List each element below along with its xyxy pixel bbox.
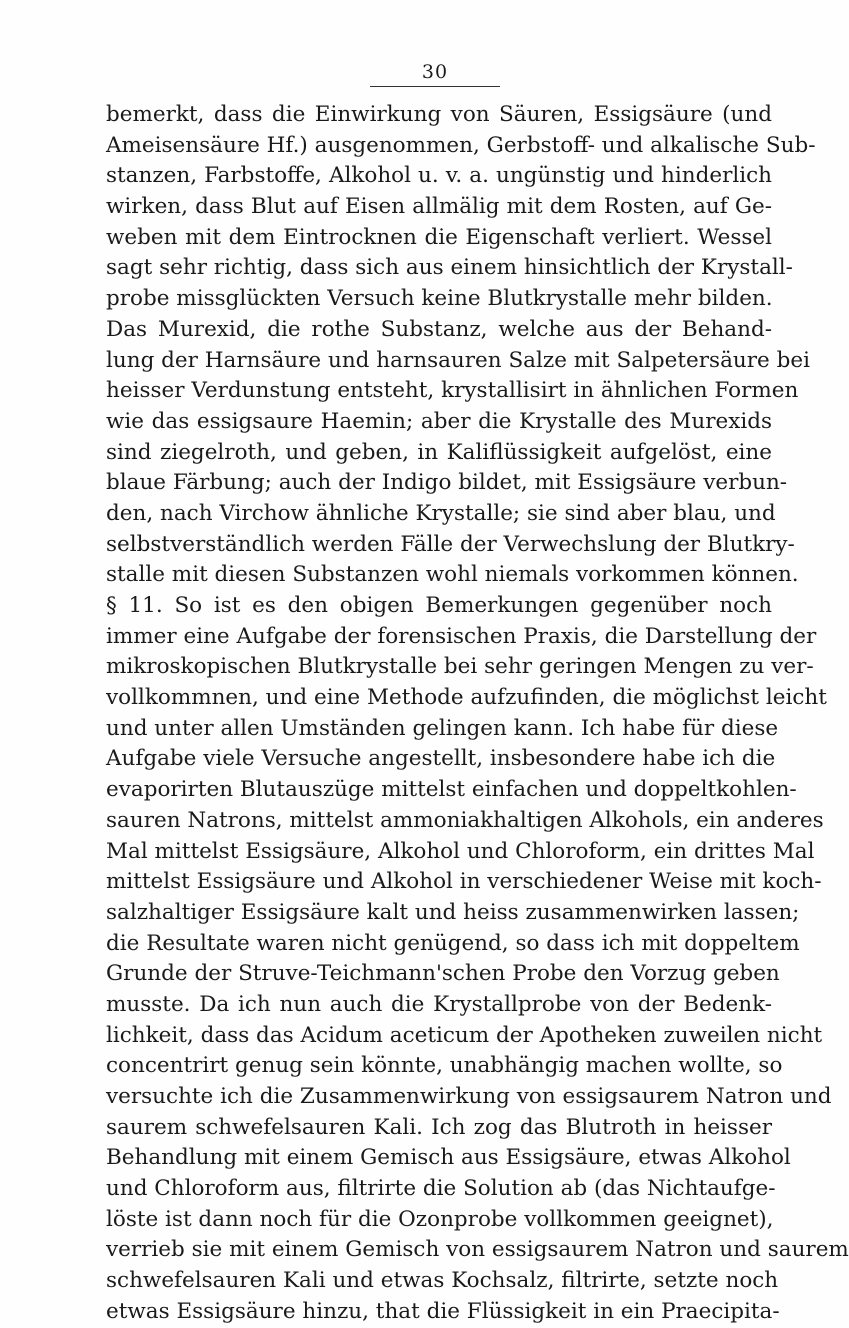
text-line: selbstverständlich werden Fälle der Verwechslung der Blutkry- (106, 531, 795, 557)
text-line: den, nach Virchow ähnliche Krystalle; sie sind aber blau, und (106, 500, 776, 526)
text-line: Grunde der Struve-Teichmann'schen Probe den Vorzug geben (106, 961, 780, 987)
text-line: vollkommnen, und eine Methode aufzufinden, die möglichst leicht (106, 685, 827, 711)
text-line: lung der Harnsäure und harnsauren Salze mit Salpetersäure bei (106, 347, 810, 373)
text-line: § 11. So ist es den obigen Bemerkungen gegenüber noch (106, 593, 772, 618)
text-line: immer eine Aufgabe der forensischen Praxis, die Darstellung der (106, 623, 817, 649)
text-line: heisser Verdunstung entsteht, krystallisirt in ähnlichen Formen (106, 378, 799, 404)
text-line: evaporirten Blutauszüge mittelst einfachen und doppeltkohlen- (106, 777, 797, 803)
text-line: mittelst Essigsäure und Alkohol in verschiedener Weise mit koch- (106, 869, 822, 895)
text-line: mikroskopischen Blutkrystalle bei sehr geringen Mengen zu ver- (106, 654, 814, 680)
text-line: wie das essigsaure Haemin; aber die Krystalle des Murexids (106, 408, 772, 434)
text-line: Mal mittelst Essigsäure, Alkohol und Chloroform, ein drittes Mal (106, 838, 815, 864)
text-line: sauren Natrons, mittelst ammoniakhaltigen Alkohols, ein anderes (106, 807, 824, 833)
text-line: stalle mit diesen Substanzen wohl niemals vorkommen können. (106, 562, 799, 588)
body-text (106, 100, 849, 1328)
text-line: Ameisensäure Hf.) ausgenommen, Gerbstoff- und alkalische Sub- (106, 132, 816, 158)
text-line: saurem schwefelsauren Kali. Ich zog das Blutroth in heisser (106, 1114, 772, 1140)
text-line: verrieb sie mit einem Gemisch von essigsaurem Natron und saurem (106, 1237, 849, 1263)
text-line: die Resultate waren nicht genügend, so dass ich mit doppeltem (106, 930, 800, 956)
text-line: bemerkt, dass die Einwirkung von Säuren, Essigsäure (und (106, 102, 772, 127)
text-line: sind ziegelroth, und geben, in Kaliflüssigkeit aufgelöst, eine (106, 439, 772, 465)
text-line: salzhaltiger Essigsäure kalt und heiss zusammenwirken lassen; (106, 899, 800, 925)
text-line: weben mit dem Eintrocknen die Eigenschaft verliert. Wessel (106, 224, 772, 250)
text-line: concentrirt genug sein könnte, unabhängig machen wollte, so (106, 1053, 783, 1079)
text-line: etwas Essigsäure hinzu, that die Flüssigkeit in ein Praecipita- (106, 1298, 780, 1324)
text-line: Aufgabe viele Versuche angestellt, insbesondere habe ich die (106, 746, 776, 772)
text-line: stanzen, Farbstoffe, Alkohol u. v. a. ungünstig und hinderlich (106, 163, 772, 189)
text-line: und unter allen Umständen gelingen kann. Ich habe für diese (106, 715, 779, 741)
page-number: 30 (421, 61, 449, 83)
text-line: Das Murexid, die rothe Substanz, welche aus der Behand- (106, 316, 772, 342)
text-line: versuchte ich die Zusammenwirkung von essigsaurem Natron und (106, 1084, 832, 1109)
text-line: schwefelsauren Kali und etwas Kochsalz, filtrirte, setzte noch (106, 1268, 779, 1294)
text-line: probe missglückten Versuch keine Blutkrystalle mehr bilden. (106, 286, 773, 312)
text-line: sagt sehr richtig, dass sich aus einem hinsichtlich der Krystall- (106, 255, 793, 281)
text-line: blaue Färbung; auch der Indigo bildet, mit Essigsäure verbun- (106, 470, 788, 496)
header-rule (370, 86, 500, 87)
text-line: und Chloroform aus, filtrirte die Solution ab (das Nichtaufge- (106, 1176, 776, 1202)
text-line: Behandlung mit einem Gemisch aus Essigsäure, etwas Alkohol (106, 1145, 791, 1171)
text-line: lichkeit, dass das Acidum aceticum der Apotheken zuweilen nicht (106, 1022, 823, 1048)
text-line: löste ist dann noch für die Ozonprobe vollkommen geeignet), (106, 1206, 774, 1232)
text-line: wirken, dass Blut auf Eisen allmälig mit dem Rosten, auf Ge- (106, 194, 772, 220)
text-line: musste. Da ich nun auch die Krystallprobe von der Bedenk- (106, 991, 772, 1017)
